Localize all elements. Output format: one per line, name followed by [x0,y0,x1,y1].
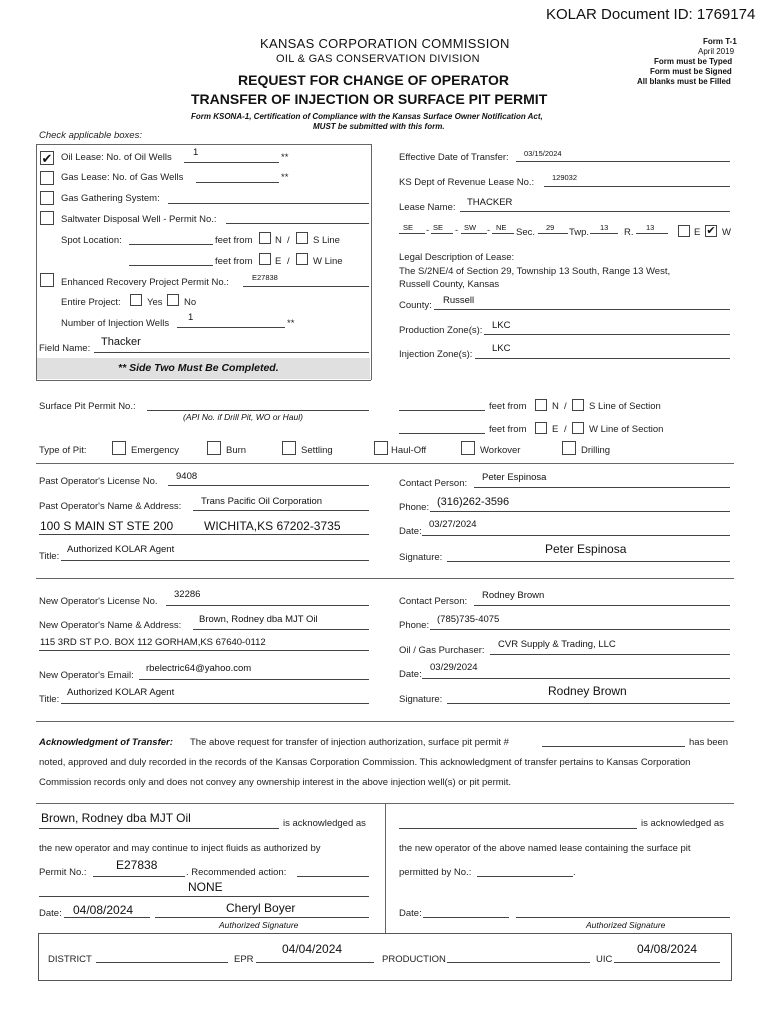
new-title-value[interactable]: Authorized KOLAR Agent [67,687,175,698]
spot-feet-from-ns: feet from [215,235,253,246]
range-w-label: W [722,227,731,238]
injection-wells-label: Number of Injection Wells [61,318,170,329]
form-title-1: REQUEST FOR CHANGE OF OPERATOR [238,72,509,88]
ack-text-2: noted, approved and duly recorded in the records of the Kansas Corporation Commission. This acknowledgment of transfer pertains to Kansas Corporation [39,757,691,768]
spot-s-line-label: S Line [313,235,340,246]
ks-dept-label: KS Dept of Revenue Lease No.: [399,177,535,188]
epr-date[interactable]: 04/04/2024 [282,942,343,956]
swd-label: Saltwater Disposal Well - Permit No.: [61,214,217,225]
spot-n-label: N [275,235,282,246]
new-license-value[interactable]: 32286 [174,589,201,600]
new-name-value[interactable]: Brown, Rodney dba MJT Oil [199,614,318,625]
oil-wells-stars: ** [281,152,289,163]
past-signature-value[interactable]: Peter Espinosa [545,542,627,556]
pit-feet-from-ns: feet from [489,401,527,412]
quarter-4[interactable]: NE [496,223,507,232]
ack-left-label: is acknowledged as [283,818,366,829]
past-name-label: Past Operator's Name & Address: [39,501,182,512]
gas-gathering-checkbox[interactable] [40,191,54,205]
new-signature-value[interactable]: Rodney Brown [548,684,627,698]
entire-project-yes-checkbox[interactable] [130,294,142,306]
gas-wells-stars: ** [281,172,289,183]
pit-slash-2: / [564,424,567,435]
spot-feet-from-ew: feet from [215,256,253,267]
range-e-label: E [694,227,701,238]
new-contact-value[interactable]: Rodney Brown [482,590,545,601]
surface-pit-label: Surface Pit Permit No.: [39,401,136,412]
pit-w-checkbox[interactable] [572,422,584,434]
pit-e-checkbox[interactable] [535,422,547,434]
gas-lease-label: Gas Lease: No. of Gas Wells [61,172,184,183]
spot-location-label: Spot Location: [61,235,122,246]
agency-name: KANSAS CORPORATION COMMISSION [260,36,510,51]
legal-description-line-2[interactable]: Russell County, Kansas [399,279,500,290]
entire-project-label: Entire Project: [61,297,121,308]
eor-permit-value[interactable]: E27838 [252,273,278,282]
document-id: KOLAR Document ID: 1769174 [546,6,756,23]
oil-wells-value[interactable]: 1 [193,147,199,158]
field-name-label: Field Name: [39,343,91,354]
entire-project-no-checkbox[interactable] [167,294,179,306]
spot-slash: / [287,235,290,246]
uic-label: UIC [596,954,613,965]
new-email-label: New Operator's Email: [39,670,134,681]
pit-type-emergency: Emergency [131,445,180,456]
effective-date-value[interactable]: 03/15/2024 [524,149,562,158]
past-contact-label: Contact Person: [399,478,468,489]
county-value[interactable]: Russell [443,295,475,306]
pit-type-settling-checkbox[interactable] [282,441,296,455]
past-phone-value[interactable]: (316)262-3596 [437,496,510,508]
oil-lease-label: Oil Lease: No. of Oil Wells [61,152,172,163]
injection-wells-value[interactable]: 1 [188,312,194,323]
spot-e-checkbox[interactable] [259,253,271,265]
spot-w-line-label: W Line [313,256,343,267]
purchaser-label: Oil / Gas Purchaser: [399,645,485,656]
pit-type-hauloff: Haul-Off [391,445,427,456]
township-label: Twp. [569,227,590,238]
lease-name-label: Lease Name: [399,202,456,213]
pit-type-settling: Settling [301,445,333,456]
ack-operator-name[interactable]: Brown, Rodney dba MJT Oil [41,811,191,825]
injection-zone-value[interactable]: LKC [492,343,511,354]
pit-s-checkbox[interactable] [572,399,584,411]
gas-lease-checkbox[interactable] [40,171,54,185]
note-filled: All blanks must be Filled [637,77,731,86]
form-title-2: TRANSFER OF INJECTION OR SURFACE PIT PERMIT [191,91,548,107]
past-license-label: Past Operator's License No. [39,476,158,487]
past-title-label: Title: [39,551,60,562]
side-two-note: ** Side Two Must Be Completed. [118,362,279,374]
range-e-checkbox[interactable] [678,225,690,237]
past-address-street[interactable]: 100 S MAIN ST STE 200 [40,519,174,533]
legal-description-line-1[interactable]: The S/2NE/4 of Section 29, Township 13 South, Range 13 West, [399,266,671,277]
legal-description-label: Legal Description of Lease: [399,252,515,263]
recommended-action-label: . Recommended action: [186,867,287,878]
note-signed: Form must be Signed [650,67,732,76]
pit-type-burn-checkbox[interactable] [207,441,221,455]
eor-checkbox[interactable] [40,273,54,287]
pit-w-line-label: W Line of Section [589,424,664,435]
pit-type-drilling-checkbox[interactable] [562,441,576,455]
ack-text-3: Commission records only and does not convey any ownership interest in the above injection well(s) or pit permit. [39,777,512,788]
injection-zone-label: Injection Zone(s): [399,349,473,360]
pit-type-label: Type of Pit: [39,445,87,456]
pit-type-burn: Burn [226,445,247,456]
quarter-3[interactable]: SW [464,223,477,232]
district-label: DISTRICT [48,954,92,965]
new-name-label: New Operator's Name & Address: [39,620,182,631]
pit-s-line-label: S Line of Section [589,401,661,412]
pit-e-label: E [552,424,559,435]
ksona-note: Form KSONA-1, Certification of Compliance with the Kansas Surface Owner Notification Act, [191,112,543,121]
township-value[interactable]: 13 [600,223,609,232]
ack-right-text: the new operator of the above named lease containing the surface pit [399,843,691,854]
past-title-value[interactable]: Authorized KOLAR Agent [67,544,175,555]
new-title-label: Title: [39,694,60,705]
ack-left-text: the new operator and may continue to inject fluids as authorized by [39,843,321,854]
pit-n-label: N [552,401,559,412]
past-date-label: Date: [399,526,422,537]
oil-lease-checkbox[interactable]: ✔ [41,151,53,166]
ack-text-1-end: has been [689,737,729,748]
ack-left-sig-caption: Authorized Signature [219,920,299,930]
uic-date[interactable]: 04/08/2024 [637,942,698,956]
ack-permit-value[interactable]: E27838 [116,858,158,872]
permitted-by-label: permitted by No.: [399,867,472,878]
entire-project-no-label: No [184,297,197,308]
spot-n-checkbox[interactable] [259,232,271,244]
ack-right-sig-caption: Authorized Signature [586,920,666,930]
past-phone-label: Phone: [399,502,430,513]
past-name-value[interactable]: Trans Pacific Oil Corporation [201,496,323,507]
spot-slash-2: / [287,256,290,267]
ack-left-signature[interactable]: Cheryl Boyer [226,901,296,915]
pit-type-hauloff-checkbox[interactable] [374,441,388,455]
purchaser-value[interactable]: CVR Supply & Trading, LLC [498,639,616,650]
new-phone-label: Phone: [399,620,430,631]
form-number: Form T-1 [703,37,737,46]
check-applicable-label: Check applicable boxes: [39,130,142,141]
gas-gathering-label: Gas Gathering System: [61,193,160,204]
api-note: (API No. if Drill Pit, WO or Haul) [183,412,303,422]
injection-wells-stars: ** [287,318,295,329]
new-email-value[interactable]: rbelectric64@yahoo.com [146,663,252,674]
production-zone-value[interactable]: LKC [492,320,511,331]
production-label: PRODUCTION [382,954,446,965]
recommended-action-value[interactable]: NONE [188,880,223,894]
new-contact-label: Contact Person: [399,596,468,607]
division-name: OIL & GAS CONSERVATION DIVISION [276,53,480,65]
entire-project-yes-label: Yes [147,297,163,308]
new-phone-value[interactable]: (785)735-4075 [437,614,500,625]
spot-e-label: E [275,256,282,267]
ack-right-date-label: Date: [399,908,422,919]
pit-n-checkbox[interactable] [535,399,547,411]
past-contact-value[interactable]: Peter Espinosa [482,472,547,483]
range-label: R. [624,227,634,238]
past-signature-label: Signature: [399,552,443,563]
section-label: Sec. [516,227,536,238]
pit-slash: / [564,401,567,412]
pit-type-workover: Workover [480,445,521,456]
production-zone-label: Production Zone(s): [399,325,483,336]
spot-w-checkbox[interactable] [296,253,308,265]
ksona-note-2: MUST be submitted with this form. [313,122,445,131]
ack-left-date-label: Date: [39,908,62,919]
quarter-1[interactable]: SE [403,223,414,232]
ack-right-label: is acknowledged as [641,818,724,829]
eor-label: Enhanced Recovery Project Permit No.: [61,277,229,288]
past-address-city[interactable]: WICHITA,KS 67202-3735 [204,519,341,533]
note-typed: Form must be Typed [654,57,733,66]
ks-dept-value[interactable]: 129032 [552,173,578,182]
spot-s-checkbox[interactable] [296,232,308,244]
range-value[interactable]: 13 [646,223,655,232]
pit-type-drilling: Drilling [581,445,611,456]
field-name-value[interactable]: Thacker [101,336,141,348]
past-license-value[interactable]: 9408 [176,471,198,482]
new-license-label: New Operator's License No. [39,596,158,607]
quarter-2[interactable]: SE [433,223,444,232]
new-date-label: Date: [399,669,422,680]
pit-type-workover-checkbox[interactable] [461,441,475,455]
ack-heading: Acknowledgment of Transfer: [39,737,173,748]
new-signature-label: Signature: [399,694,443,705]
swd-checkbox[interactable] [40,211,54,225]
ack-permit-label: Permit No.: [39,867,87,878]
past-date-value[interactable]: 03/27/2024 [429,519,477,530]
range-w-checkbox[interactable]: ✔ [706,225,716,237]
permitted-by-period: . [573,867,576,878]
lease-name-value[interactable]: THACKER [467,197,513,208]
form-date: April 2019 [698,47,735,56]
epr-label: EPR [234,954,254,965]
section-value[interactable]: 29 [546,223,555,232]
county-label: County: [399,300,432,311]
new-date-value[interactable]: 03/29/2024 [430,662,478,673]
pit-type-emergency-checkbox[interactable] [112,441,126,455]
pit-feet-from-ew: feet from [489,424,527,435]
effective-date-label: Effective Date of Transfer: [399,152,509,163]
new-address-value[interactable]: 115 3RD ST P.O. BOX 112 GORHAM,KS 67640-0112 [40,637,266,648]
ack-text-1: The above request for transfer of injection authorization, surface pit permit # [190,737,509,748]
ack-left-date-value[interactable]: 04/08/2024 [73,903,134,917]
